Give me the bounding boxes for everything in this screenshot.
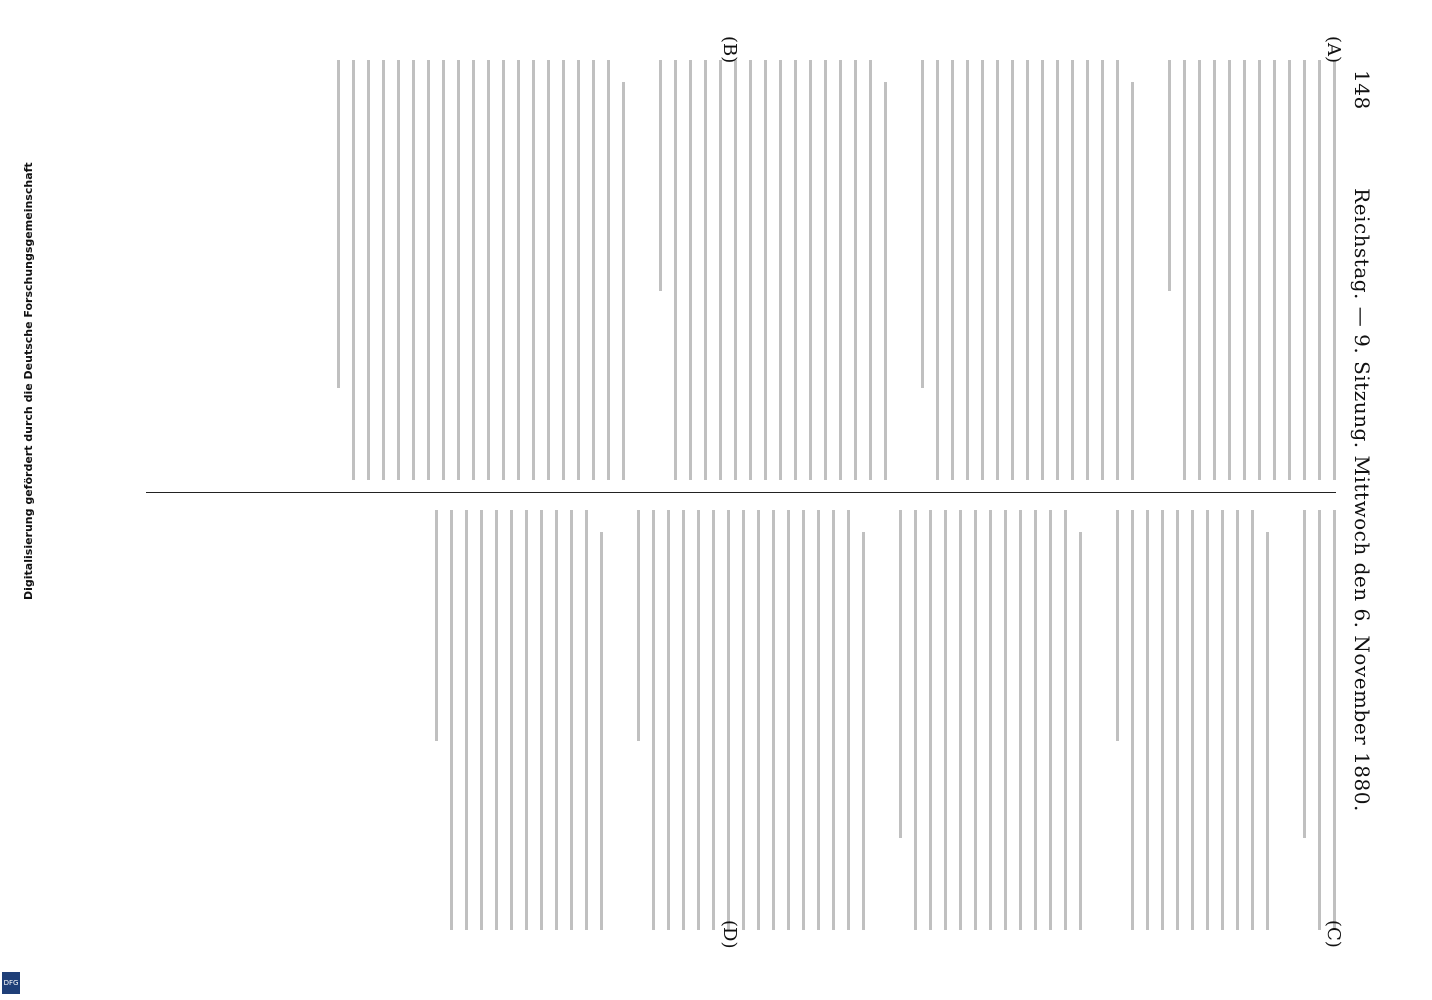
margin-marker-a: (A) bbox=[1323, 36, 1344, 64]
right-column-text bbox=[423, 510, 1336, 930]
page-header bbox=[1346, 60, 1374, 940]
digitization-footer bbox=[0, 0, 35, 1000]
margin-marker-d: (D) bbox=[719, 920, 740, 949]
running-title: Reichstag. — 9. Sitzung. Mittwoch den 6. November 1880. bbox=[1350, 188, 1374, 812]
footer-credit: Digitalisierung gefördert durch die Deutsche Forschungsgemeinschaft bbox=[22, 162, 35, 600]
margin-marker-c: (C) bbox=[1323, 920, 1344, 948]
column-divider bbox=[146, 492, 1336, 493]
left-column-text bbox=[325, 60, 1336, 480]
dfg-logo: DFG bbox=[2, 972, 20, 994]
scanned-page bbox=[90, 36, 1380, 960]
margin-marker-b: (B) bbox=[719, 36, 740, 64]
left-column bbox=[146, 60, 1336, 480]
right-column bbox=[146, 510, 1336, 930]
page-number: 148 bbox=[1350, 70, 1374, 110]
